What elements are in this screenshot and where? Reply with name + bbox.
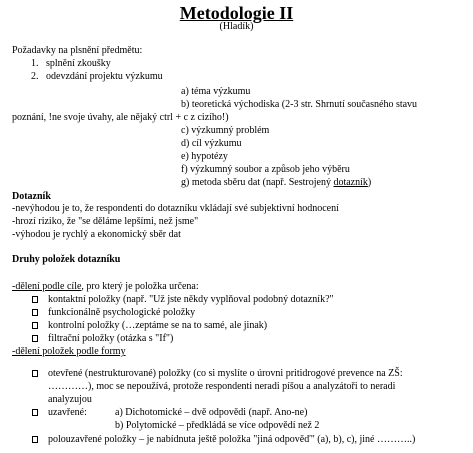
list-item-uzavrene bbox=[32, 407, 87, 419]
checkbox-bullet-icon bbox=[32, 335, 38, 342]
list-item bbox=[32, 320, 268, 332]
dotaznik-line-2: -hrozí riziko, že "se děláme lepšími, než jsme" bbox=[12, 216, 199, 227]
checkbox-bullet-icon bbox=[32, 409, 38, 416]
subitem-d: d) cíl výzkumu bbox=[181, 138, 242, 149]
requirements-heading: Požadavky na plsnění předmětu: bbox=[12, 45, 143, 56]
requirement-text: odevzdání projektu výzkumu bbox=[46, 71, 163, 82]
checkbox-bullet-icon bbox=[32, 436, 38, 443]
list-item-text: polouzavřené položky – je nabídnuta ještě položka "jiná odpověď" (a), b), c), jiné ………..) bbox=[48, 434, 416, 445]
requirement-item-1 bbox=[31, 58, 111, 70]
section-cile-link[interactable]: -dělení podle cíle bbox=[12, 281, 82, 292]
checkbox-bullet-icon bbox=[32, 370, 38, 377]
list-item-text: kontrolní položky (…zeptáme se na to samé, ale jinak) bbox=[48, 320, 268, 331]
list-item-otevrene bbox=[32, 368, 403, 380]
subitem-b-line2: poznání, !ne svoje úvahy, ale nějaký ctrl + c z cizího!) bbox=[12, 112, 229, 123]
requirement-number: 2. bbox=[31, 71, 39, 82]
requirement-number: 1. bbox=[31, 58, 39, 69]
subitem-g-text: g) metoda sběru dat (např. Sestrojený bbox=[181, 177, 334, 188]
dotaznik-line-1: -nevýhodou je to, že respondenti do dotazníku vkládají své subjektivní hodnocení bbox=[12, 203, 339, 214]
dotaznik-heading: Dotazník bbox=[12, 191, 51, 202]
subitem-f: f) výzkumný soubor a způsob jeho výběru bbox=[181, 164, 350, 175]
uzavrene-option-a: a) Dichotomické – dvě odpovědi (např. Ano-ne) bbox=[115, 407, 308, 418]
subitem-b-line1: b) teoretická východiska (2-3 str. Shrnutí současného stavu bbox=[181, 99, 418, 110]
uzavrene-option-b: b) Polytomické – předkládá se více odpovědí než 2 bbox=[115, 420, 320, 431]
section-cile bbox=[12, 281, 199, 293]
subitem-g bbox=[181, 177, 371, 189]
requirement-item-2 bbox=[31, 71, 163, 83]
checkbox-bullet-icon bbox=[32, 296, 38, 303]
dotaznik-link[interactable]: dotazník bbox=[333, 177, 368, 188]
druhy-heading: Druhy položek dotazníku bbox=[12, 254, 121, 265]
list-item-text: funkcionálně psychologické položky bbox=[48, 307, 196, 318]
checkbox-bullet-icon bbox=[32, 322, 38, 329]
document-subtitle: (Hladík) bbox=[219, 21, 254, 32]
list-item bbox=[32, 307, 196, 319]
checkbox-bullet-icon bbox=[32, 309, 38, 316]
list-item-text: otevřené (nestrukturované) položky (co si myslíte o úrovni pritidrogové prevence na ZŠ: bbox=[48, 368, 403, 379]
section-formy-link[interactable]: -dělení položek podle formy bbox=[12, 346, 126, 357]
list-item bbox=[32, 294, 334, 306]
otevrene-line-2: …………), moc se nepoužívá, protože respondenti neradi píšou a analyzátoři to neradi bbox=[48, 381, 396, 392]
section-cile-text: , pro který je položka určena: bbox=[81, 281, 199, 292]
list-item-text: filtrační položky (otázka s "If") bbox=[48, 333, 174, 344]
list-item bbox=[32, 333, 174, 345]
subitem-e: e) hypotézy bbox=[181, 151, 228, 162]
subitem-g-close: ) bbox=[367, 177, 372, 188]
otevrene-line-3: analyzujou bbox=[48, 394, 92, 405]
uzavrene-label: uzavřené: bbox=[48, 407, 87, 418]
document-title: Metodologie II bbox=[179, 3, 294, 23]
list-item-text: kontaktní položky (např. "Už jste někdy vyplňoval podobný dotazník?" bbox=[48, 294, 334, 305]
dotaznik-line-3: -výhodou je rychlý a ekonomický sběr dat bbox=[12, 229, 181, 240]
subitem-c: c) výzkumný problém bbox=[181, 125, 270, 136]
requirement-text: splnění zkoušky bbox=[46, 58, 111, 69]
subitem-a: a) téma výzkumu bbox=[181, 86, 251, 97]
list-item-polouzavrene bbox=[32, 434, 416, 446]
